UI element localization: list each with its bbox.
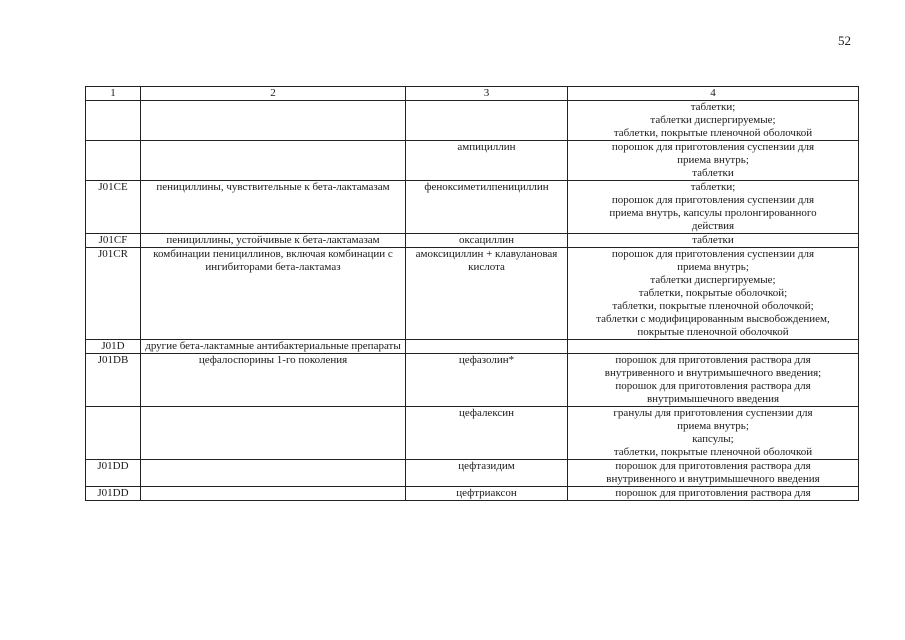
forms-cell: порошок для приготовления суспензии для приема внутрь; таблетки xyxy=(568,141,859,181)
forms-cell xyxy=(568,340,859,354)
atc-code-cell: J01DB xyxy=(86,354,141,407)
group-cell: пенициллины, чувствительные к бета-лактамазам xyxy=(141,181,406,234)
group-cell xyxy=(141,141,406,181)
table-row xyxy=(86,354,859,407)
atc-code-cell: J01CR xyxy=(86,248,141,340)
table-row xyxy=(86,234,859,248)
table-row xyxy=(86,407,859,460)
header-col-2: 2 xyxy=(141,87,406,101)
forms-cell: порошок для приготовления раствора для xyxy=(568,487,859,501)
drug-cell xyxy=(406,340,568,354)
forms-cell: гранулы для приготовления суспензии для приема внутрь; капсулы; таблетки, покрытые пленочной оболочкой xyxy=(568,407,859,460)
table-row xyxy=(86,101,859,141)
table-row xyxy=(86,141,859,181)
table-row xyxy=(86,487,859,501)
atc-code-cell: J01CE xyxy=(86,181,141,234)
group-cell xyxy=(141,487,406,501)
drug-cell: оксациллин xyxy=(406,234,568,248)
drug-cell: амоксициллин + клавулановая кислота xyxy=(406,248,568,340)
group-cell: пенициллины, устойчивые к бета-лактамазам xyxy=(141,234,406,248)
header-col-4: 4 xyxy=(568,87,859,101)
group-cell: цефалоспорины 1-го поколения xyxy=(141,354,406,407)
forms-cell: порошок для приготовления суспензии для приема внутрь; таблетки диспергируемые; таблетки, покрытые оболочкой; таблетки, покрытые пленочной оболочкой; таблетки с модифицированным высвобождением, покрытые пленочной оболочкой xyxy=(568,248,859,340)
drug-table xyxy=(85,86,859,501)
table-row xyxy=(86,460,859,487)
forms-cell: порошок для приготовления раствора для внутривенного и внутримышечного введения; порошок для приготовления раствора для внутримышечного введения xyxy=(568,354,859,407)
forms-cell: порошок для приготовления раствора для внутривенного и внутримышечного введения xyxy=(568,460,859,487)
drug-cell: цефалексин xyxy=(406,407,568,460)
drug-cell: цефтазидим xyxy=(406,460,568,487)
table-row xyxy=(86,181,859,234)
drug-cell: ампициллин xyxy=(406,141,568,181)
table-header-row xyxy=(86,87,859,101)
drug-cell: феноксиметилпенициллин xyxy=(406,181,568,234)
group-cell: другие бета-лактамные антибактериальные препараты xyxy=(141,340,406,354)
forms-cell: таблетки; порошок для приготовления суспензии для приема внутрь, капсулы пролонгированного действия xyxy=(568,181,859,234)
header-col-1: 1 xyxy=(86,87,141,101)
header-col-3: 3 xyxy=(406,87,568,101)
group-cell: комбинации пенициллинов, включая комбинации с ингибиторами бета-лактамаз xyxy=(141,248,406,340)
atc-code-cell: J01DD xyxy=(86,487,141,501)
group-cell xyxy=(141,460,406,487)
table-row xyxy=(86,248,859,340)
atc-code-cell xyxy=(86,101,141,141)
group-cell xyxy=(141,101,406,141)
atc-code-cell xyxy=(86,141,141,181)
atc-code-cell: J01DD xyxy=(86,460,141,487)
group-cell xyxy=(141,407,406,460)
table-row xyxy=(86,340,859,354)
page-number: 52 xyxy=(838,33,851,48)
drug-cell xyxy=(406,101,568,141)
atc-code-cell xyxy=(86,407,141,460)
drug-cell: цефтриаксон xyxy=(406,487,568,501)
forms-cell: таблетки; таблетки диспергируемые; таблетки, покрытые пленочной оболочкой xyxy=(568,101,859,141)
forms-cell: таблетки xyxy=(568,234,859,248)
atc-code-cell: J01CF xyxy=(86,234,141,248)
drug-cell: цефазолин* xyxy=(406,354,568,407)
atc-code-cell: J01D xyxy=(86,340,141,354)
